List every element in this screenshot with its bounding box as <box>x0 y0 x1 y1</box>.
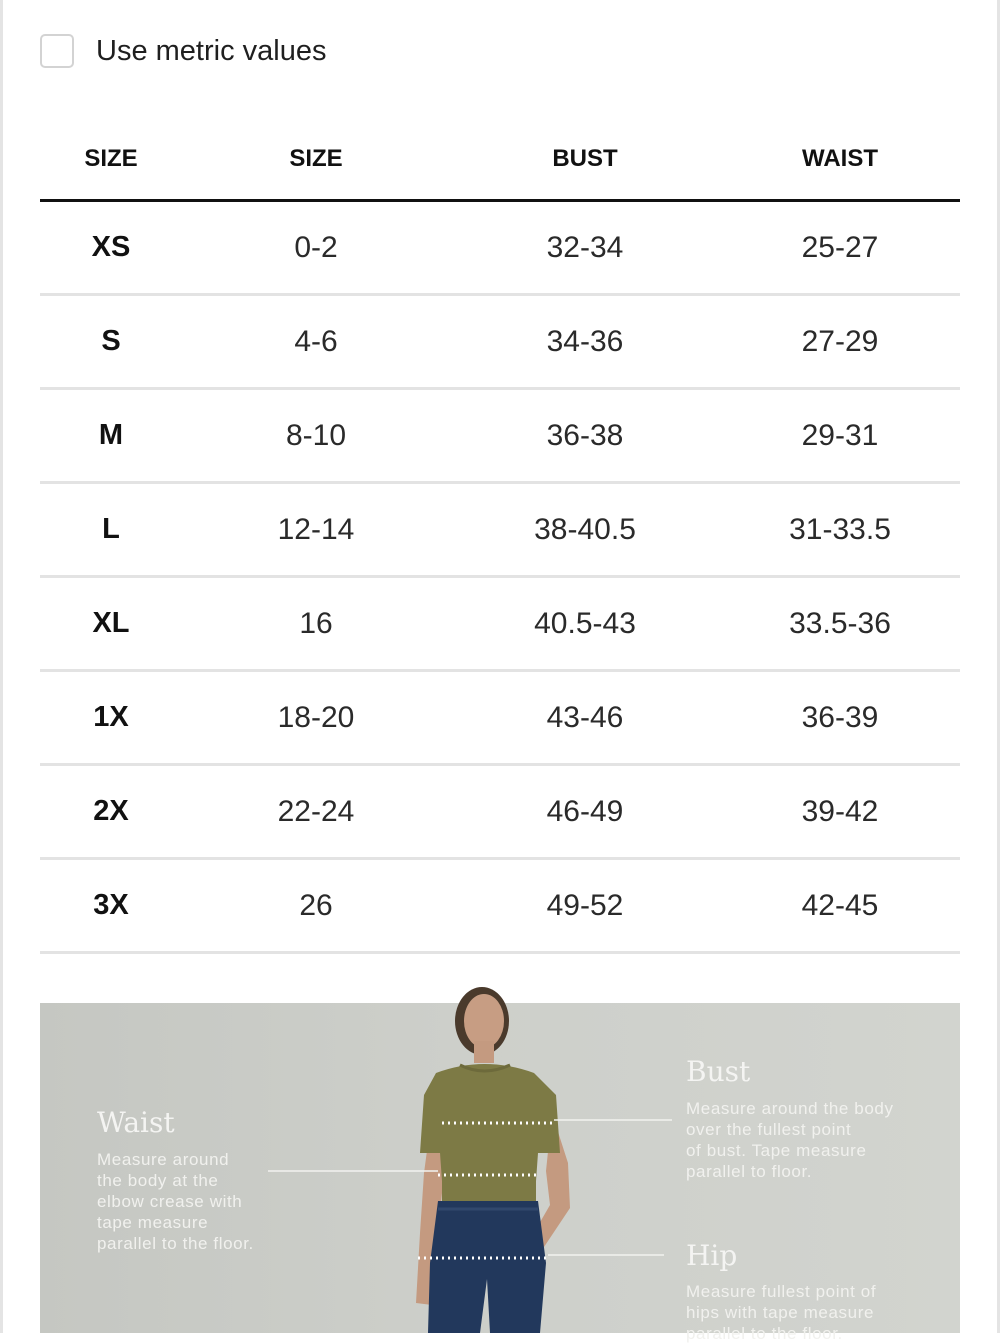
model-face <box>464 994 504 1048</box>
size-letter-cell: L <box>40 483 182 577</box>
size-letter-cell: S <box>40 295 182 389</box>
table-row <box>40 295 960 389</box>
model-neck <box>474 1041 494 1063</box>
metric-label[interactable]: Use metric values <box>96 34 327 67</box>
metric-toggle-row[interactable] <box>40 32 326 70</box>
size-number-cell: 18-20 <box>182 671 450 765</box>
table-row <box>40 201 960 295</box>
header-size-number: SIZE <box>182 118 450 201</box>
measurement-guide-image <box>40 1003 960 1343</box>
table-row <box>40 389 960 483</box>
size-letter-cell: 1X <box>40 671 182 765</box>
size-number-cell: 0-2 <box>182 201 450 295</box>
bust-heading: Bust <box>686 1055 751 1088</box>
waist-cell: 29-31 <box>720 389 960 483</box>
waist-heading: Waist <box>97 1106 175 1139</box>
header-waist: WAIST <box>720 118 960 201</box>
size-letter-cell: XS <box>40 201 182 295</box>
bust-cell: 40.5-43 <box>450 577 720 671</box>
header-size-letter: SIZE <box>40 118 182 201</box>
bust-cell: 43-46 <box>450 671 720 765</box>
size-number-cell: 16 <box>182 577 450 671</box>
size-chart-table <box>40 118 960 954</box>
size-number-cell: 4-6 <box>182 295 450 389</box>
left-border <box>0 0 3 1333</box>
waist-cell: 36-39 <box>720 671 960 765</box>
waist-cell: 27-29 <box>720 295 960 389</box>
waist-cell: 31-33.5 <box>720 483 960 577</box>
bust-cell: 32-34 <box>450 201 720 295</box>
table-row <box>40 671 960 765</box>
bust-cell: 46-49 <box>450 765 720 859</box>
table-header-row <box>40 118 960 201</box>
table-row <box>40 765 960 859</box>
size-letter-cell: M <box>40 389 182 483</box>
hip-heading: Hip <box>686 1239 738 1272</box>
waist-instructions: Measure around the body at the elbow crease with tape measure parallel to the floor. <box>97 1150 254 1253</box>
header-bust: BUST <box>450 118 720 201</box>
size-letter-cell: 2X <box>40 765 182 859</box>
table-row <box>40 859 960 953</box>
bust-cell: 34-36 <box>450 295 720 389</box>
waist-cell: 25-27 <box>720 201 960 295</box>
size-number-cell: 26 <box>182 859 450 953</box>
waist-cell: 42-45 <box>720 859 960 953</box>
size-number-cell: 12-14 <box>182 483 450 577</box>
size-letter-cell: XL <box>40 577 182 671</box>
size-number-cell: 8-10 <box>182 389 450 483</box>
bust-cell: 38-40.5 <box>450 483 720 577</box>
table-row <box>40 577 960 671</box>
bust-cell: 49-52 <box>450 859 720 953</box>
bust-cell: 36-38 <box>450 389 720 483</box>
hip-instructions: Measure fullest point of hips with tape measure parallel to the floor. <box>686 1282 877 1343</box>
model-jeans <box>428 1201 546 1333</box>
table-row <box>40 483 960 577</box>
size-number-cell: 22-24 <box>182 765 450 859</box>
waist-cell: 33.5-36 <box>720 577 960 671</box>
bust-instructions: Measure around the body over the fullest point of bust. Tape measure parallel to floor. <box>686 1099 894 1181</box>
size-letter-cell: 3X <box>40 859 182 953</box>
metric-checkbox[interactable] <box>40 34 74 68</box>
waist-cell: 39-42 <box>720 765 960 859</box>
